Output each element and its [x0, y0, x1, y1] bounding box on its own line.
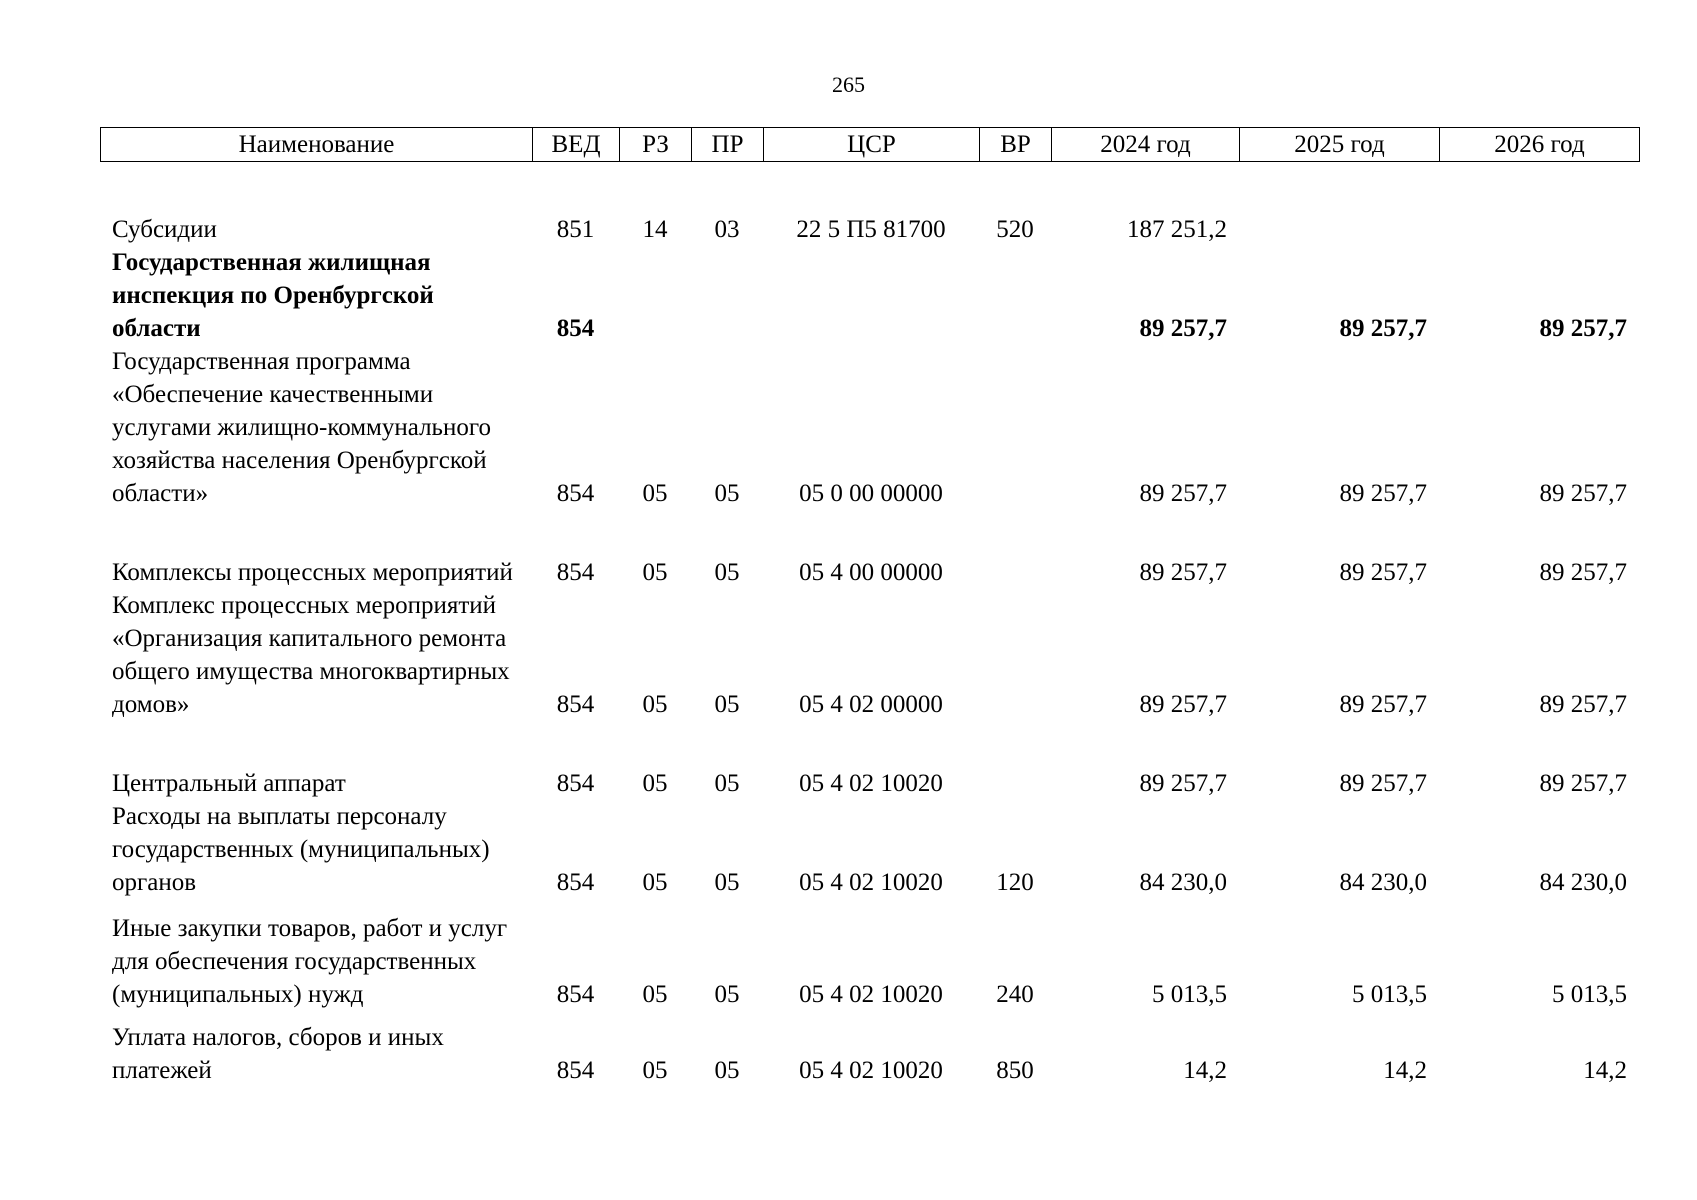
row-2026: 89 257,7	[1539, 480, 1627, 507]
row-2024: 187 251,2	[1127, 216, 1227, 243]
row-rz: 05	[642, 559, 668, 586]
row-2025	[1239, 180, 1439, 246]
row-2024: 89 257,7	[1139, 770, 1227, 797]
row-2025: 89 257,7	[1339, 315, 1427, 342]
header-csr: ЦСР	[764, 128, 980, 162]
row-ved: 854	[556, 315, 595, 342]
header-2024: 2024 год	[1052, 128, 1240, 162]
row-name: Уплата налогов, сборов и иных платежей	[112, 1024, 444, 1084]
table-row	[100, 589, 1639, 721]
row-csr: 05 4 02 10020	[799, 1057, 943, 1084]
row-rz: 05	[642, 869, 668, 896]
row-2024: 89 257,7	[1139, 480, 1227, 507]
row-2024: 5 013,5	[1152, 981, 1227, 1008]
row-csr: 05 4 02 10020	[799, 770, 943, 797]
row-ved: 854	[556, 770, 595, 797]
row-2026: 89 257,7	[1539, 559, 1627, 586]
header-ved: ВЕД	[533, 128, 620, 162]
row-2026: 89 257,7	[1539, 770, 1627, 797]
row-name: Иные закупки товаров, работ и услуг для обеспечения государственных (муниципальных) нужд	[112, 915, 508, 1008]
row-rz: 05	[642, 1057, 668, 1084]
row-csr: 05 4 02 10020	[799, 869, 943, 896]
row-pr: 05	[714, 480, 740, 507]
row-rz	[619, 246, 691, 345]
row-2026: 14,2	[1583, 1057, 1627, 1084]
row-ved: 854	[556, 981, 595, 1008]
row-2026: 84 230,0	[1539, 869, 1627, 896]
row-ved: 854	[556, 691, 595, 718]
header-rz: РЗ	[620, 128, 692, 162]
row-2024: 89 257,7	[1139, 559, 1227, 586]
row-name: Расходы на выплаты персоналу государственных (муниципальных) органов	[112, 803, 490, 896]
row-2026: 5 013,5	[1552, 981, 1627, 1008]
row-2025: 89 257,7	[1339, 691, 1427, 718]
row-vr	[979, 510, 1051, 589]
row-name: Государственная программа «Обеспечение качественными услугами жилищно-коммунального хозяйства населения Оренбургской области»	[112, 348, 491, 507]
table-row	[100, 180, 1639, 246]
row-rz: 14	[642, 216, 668, 243]
row-vr	[979, 345, 1051, 510]
row-2025: 89 257,7	[1339, 559, 1427, 586]
row-csr: 22 5 П5 81700	[796, 216, 946, 243]
row-csr	[763, 246, 979, 345]
row-csr: 05 4 02 00000	[799, 691, 943, 718]
row-pr: 05	[714, 981, 740, 1008]
header-pr: ПР	[692, 128, 764, 162]
row-rz: 05	[642, 691, 668, 718]
row-2024: 14,2	[1183, 1057, 1227, 1084]
row-name: Государственная жилищная инспекция по Оренбургской области	[112, 249, 434, 342]
row-pr: 03	[714, 216, 740, 243]
row-2026: 89 257,7	[1539, 691, 1627, 718]
header-2026: 2026 год	[1440, 128, 1640, 162]
row-2025: 5 013,5	[1352, 981, 1427, 1008]
header-2025: 2025 год	[1240, 128, 1440, 162]
row-pr: 05	[714, 1057, 740, 1084]
row-name: Центральный аппарат	[112, 770, 346, 797]
row-2025: 14,2	[1383, 1057, 1427, 1084]
row-2026	[1439, 180, 1639, 246]
row-vr: 120	[996, 869, 1034, 896]
row-pr	[691, 246, 763, 345]
row-vr: 850	[996, 1057, 1034, 1084]
row-2024: 89 257,7	[1139, 691, 1227, 718]
row-vr	[979, 589, 1051, 721]
row-2024: 89 257,7	[1139, 315, 1227, 342]
table-row	[100, 345, 1639, 510]
row-ved: 854	[556, 869, 595, 896]
row-vr: 520	[996, 216, 1034, 243]
row-pr: 05	[714, 869, 740, 896]
row-pr: 05	[714, 691, 740, 718]
row-rz: 05	[642, 770, 668, 797]
row-2025: 84 230,0	[1339, 869, 1427, 896]
table-row	[100, 510, 1639, 589]
row-name: Субсидии	[112, 216, 217, 243]
row-vr: 240	[996, 981, 1034, 1008]
page-number: 265	[832, 72, 865, 97]
table-row	[100, 899, 1639, 1011]
row-name: Комплекс процессных мероприятий «Организация капитального ремонта общего имущества многоквартирных домов»	[112, 592, 510, 718]
header-name: Наименование	[101, 128, 533, 162]
row-2025: 89 257,7	[1339, 770, 1427, 797]
row-ved: 851	[556, 216, 595, 243]
table-row	[100, 800, 1639, 899]
row-csr: 05 4 00 00000	[799, 559, 943, 586]
row-csr: 05 0 00 00000	[799, 480, 943, 507]
table-row	[100, 246, 1639, 345]
row-rz: 05	[642, 981, 668, 1008]
row-2024: 84 230,0	[1139, 869, 1227, 896]
row-name: Комплексы процессных мероприятий	[112, 559, 513, 586]
table-row	[100, 721, 1639, 800]
row-vr	[979, 721, 1051, 800]
row-pr: 05	[714, 559, 740, 586]
row-ved: 854	[556, 559, 595, 586]
row-ved: 854	[556, 1057, 595, 1084]
row-vr	[979, 246, 1051, 345]
header-vr: ВР	[980, 128, 1052, 162]
row-ved: 854	[556, 480, 595, 507]
table-row	[100, 1011, 1639, 1087]
row-2025: 89 257,7	[1339, 480, 1427, 507]
row-2026: 89 257,7	[1539, 315, 1627, 342]
table-header	[100, 127, 1640, 162]
row-rz: 05	[642, 480, 668, 507]
row-pr: 05	[714, 770, 740, 797]
budget-table-body	[100, 180, 1639, 1087]
row-csr: 05 4 02 10020	[799, 981, 943, 1008]
